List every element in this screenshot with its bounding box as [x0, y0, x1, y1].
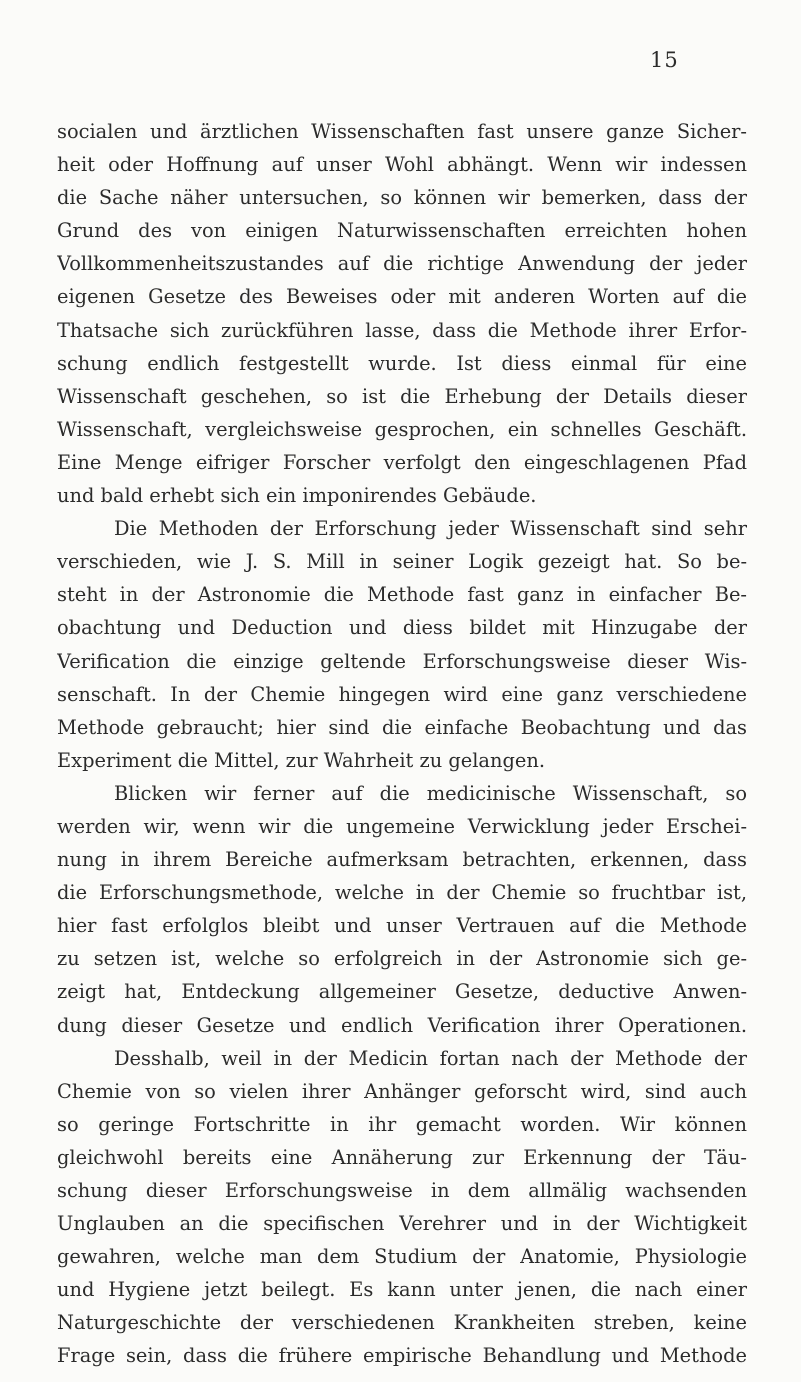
text-line: socialen und ärztlichen Wissenschaften fast unsere ganze Sicher- [57, 120, 747, 143]
text-line: Eine Menge eifriger Forscher verfolgt den eingeschlagenen Pfad [57, 450, 747, 474]
text-line: schung dieser Erforschungsweise in dem allmälig wachsenden [57, 1179, 747, 1202]
text-line: Grund des von einigen Naturwissenschaften erreichten hohen [57, 219, 747, 243]
text-line: Desshalb, weil in der Medicin fortan nach der Methode der [114, 1046, 747, 1070]
text-line: dung dieser Gesetze und endlich Verification ihrer Operationen. [57, 1013, 747, 1037]
text-line: zu setzen ist, welche so erfolgreich in der Astronomie sich ge- [57, 947, 747, 971]
page-number: 15 [650, 48, 679, 72]
text-line: Blicken wir ferner auf die medicinische Wissenschaft, so [114, 781, 747, 805]
text-line: Experiment die Mittel, zur Wahrheit zu gelangen. [57, 748, 546, 772]
text-line: Wissenschaft, vergleichsweise gesprochen, ein schnelles Geschäft. [57, 417, 747, 441]
text-line: hier fast erfolglos bleibt und unser Vertrauen auf die Methode [57, 914, 747, 938]
text-line: steht in der Astronomie die Methode fast ganz in einfacher Be- [57, 583, 747, 607]
text-line: Naturgeschichte der verschiedenen Krankheiten streben, keine [57, 1311, 747, 1335]
text-line: heit oder Hoffnung auf unser Wohl abhängt. Wenn wir indessen [57, 153, 747, 177]
text-line: Methode gebraucht; hier sind die einfache Beobachtung und das [57, 715, 747, 739]
text-line: und Hygiene jetzt beilegt. Es kann unter jenen, die nach einer [57, 1278, 747, 1302]
text-line: die Erforschungsmethode, welche in der Chemie so fruchtbar ist, [57, 881, 747, 905]
text-line: Wissenschaft geschehen, so ist die Erhebung der Details dieser [57, 384, 747, 408]
text-line: werden wir, wenn wir die ungemeine Verwicklung jeder Erschei- [57, 814, 747, 838]
text-line: Die Methoden der Erforschung jeder Wissenschaft sind sehr [114, 517, 747, 541]
text-line: nung in ihrem Bereiche aufmerksam betrachten, erkennen, dass [57, 848, 747, 872]
text-line: Frage sein, dass die frühere empirische Behandlung und Methode [57, 1344, 747, 1368]
text-line: schung endlich festgestellt wurde. Ist diess einmal für eine [57, 351, 747, 375]
text-line: Unglauben an die specifischen Verehrer und in der Wichtigkeit [57, 1212, 747, 1236]
text-line: gleichwohl bereits eine Annäherung zur Erkennung der Täu- [57, 1145, 747, 1169]
text-line: Vollkommenheitszustandes auf die richtige Anwendung der jeder [57, 252, 747, 276]
text-line: gewahren, welche man dem Studium der Anatomie, Physiologie [57, 1245, 747, 1269]
text-line: senschaft. In der Chemie hingegen wird eine ganz verschiedene [57, 682, 747, 706]
text-line: so geringe Fortschritte in ihr gemacht worden. Wir können [57, 1112, 747, 1136]
text-line: Thatsache sich zurückführen lasse, dass die Methode ihrer Erfor- [57, 318, 747, 342]
text-line: und bald erhebt sich ein imponirendes Gebäude. [57, 484, 537, 508]
text-line: die Sache näher untersuchen, so können wir bemerken, dass der [57, 186, 747, 210]
body-text [57, 115, 747, 1373]
text-line: Verification die einzige geltende Erforschungsweise dieser Wis- [57, 649, 747, 673]
text-line: Chemie von so vielen ihrer Anhänger geforscht wird, sind auch [57, 1079, 747, 1103]
text-line: verschieden, wie J. S. Mill in seiner Logik gezeigt hat. So be- [57, 550, 747, 574]
text-line: eigenen Gesetze des Beweises oder mit anderen Worten auf die [57, 285, 747, 309]
text-line: obachtung und Deduction und diess bildet mit Hinzugabe der [57, 616, 747, 640]
text-line: zeigt hat, Entdeckung allgemeiner Gesetze, deductive Anwen- [57, 980, 747, 1004]
